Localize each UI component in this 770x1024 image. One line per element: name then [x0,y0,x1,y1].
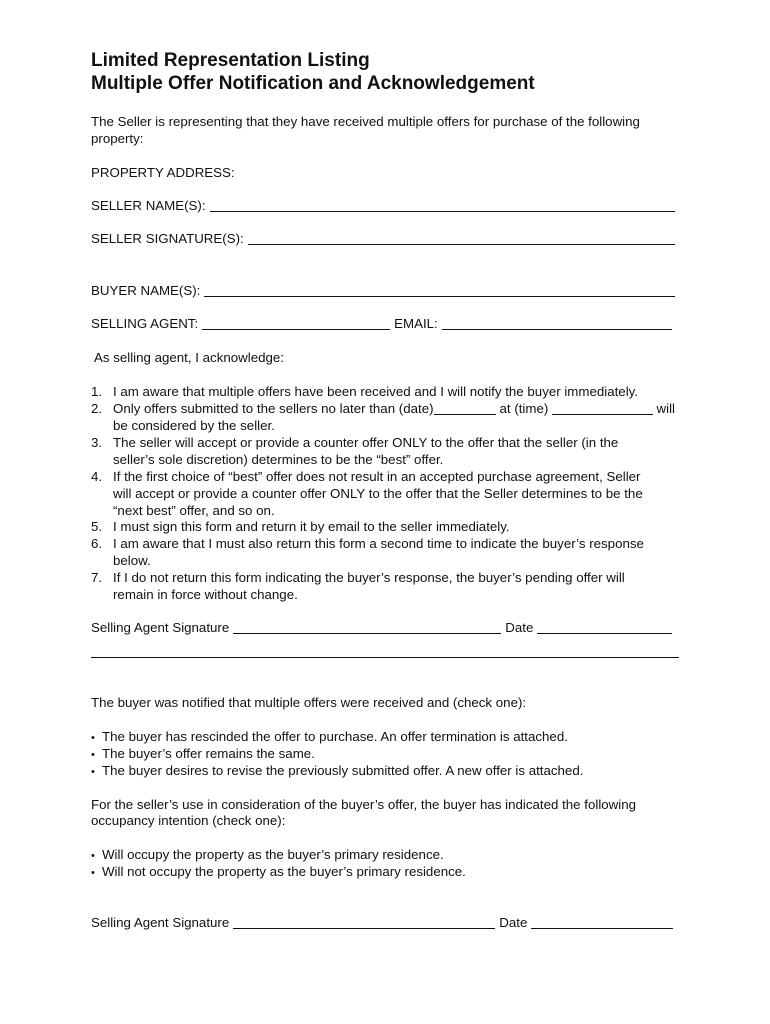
document-title-line1: Limited Representation Listing [91,50,370,71]
occupancy-option-item[interactable] [91,863,466,882]
option-text: Will not occupy the property as the buyer’s primary residence. [102,864,466,879]
buyer-names-label: BUYER NAME(S): [91,283,201,298]
notified-intro: The buyer was notified that multiple offers were received and (check one): [91,695,527,710]
item-text-continued: seller’s sole discretion) determines to be the “best” offer. [113,452,444,467]
email-label: EMAIL: [394,316,438,331]
selling-agent-field[interactable] [202,316,390,330]
item-text: will [656,401,675,416]
seller-signatures-field[interactable] [248,231,675,245]
item-text: I must sign this form and return it by email to the seller immediately. [113,519,510,534]
signature-field[interactable] [233,915,495,929]
date-field[interactable] [537,620,672,634]
seller-signatures-label: SELLER SIGNATURE(S): [91,231,244,246]
seller-names-field[interactable] [210,198,675,212]
seller-names-label: SELLER NAME(S): [91,198,206,213]
bullet-icon: • [91,850,95,862]
date-label: Date [499,915,528,930]
item-number: 5. [91,519,103,534]
selling-agent-signature-row-2 [91,914,677,931]
bullet-icon: • [91,766,95,778]
bullet-icon: • [91,749,95,761]
item-number: 7. [91,570,103,585]
item-text: The seller will accept or provide a counter offer ONLY to the offer that the seller (in the [113,435,619,450]
acknowledge-intro: As selling agent, I acknowledge: [94,350,284,365]
item-number: 1. [91,384,103,399]
item-number: 3. [91,435,103,450]
selling-agent-signature-row-1 [91,619,676,636]
item-text-continued: will accept or provide a counter offer ONLY to the offer that the Seller determines to be the [113,486,643,501]
list-item [91,383,638,400]
email-field[interactable] [442,316,672,330]
property-address-label: PROPERTY ADDRESS: [91,165,235,180]
bullet-icon: • [91,867,95,879]
item-text-continued: be considered by the seller. [113,418,275,433]
section-divider [91,657,679,658]
selling-agent-row [91,315,676,332]
item-text-continued: below. [113,553,151,568]
item-text: Only offers submitted to the sellers no later than (date) [113,401,434,416]
item-text: I am aware that multiple offers have been received and I will notify the buyer immediately. [113,384,638,399]
item-text: I am aware that I must also return this form a second time to indicate the buyer’s response [113,536,644,551]
buyer-names-field[interactable] [204,283,675,297]
signature-field[interactable] [233,620,501,634]
selling-agent-label: SELLING AGENT: [91,316,199,331]
signature-label: Selling Agent Signature [91,620,230,635]
date-field[interactable] [531,915,673,929]
occupancy-intro-line2: occupancy intention (check one): [91,813,286,828]
offer-deadline-time-field[interactable] [552,401,652,415]
offer-deadline-date-field[interactable] [434,401,496,415]
document-title-line2: Multiple Offer Notification and Acknowledgement [91,73,535,94]
item-number: 4. [91,469,103,484]
list-item [91,400,675,417]
item-number: 6. [91,536,103,551]
list-item [91,535,644,552]
occupancy-intro-line1: For the seller’s use in consideration of the buyer’s offer, the buyer has indicated the following [91,797,637,812]
buyer-names-row [91,282,679,299]
buyer-option-item[interactable] [91,762,583,781]
item-text: If I do not return this form indicating the buyer’s response, the buyer’s pending offer will [113,570,625,585]
option-text: The buyer’s offer remains the same. [102,746,315,761]
item-text: If the first choice of “best” offer does not result in an accepted purchase agreement, Seller [113,469,641,484]
option-text: Will occupy the property as the buyer’s primary residence. [102,847,444,862]
option-text: The buyer has rescinded the offer to purchase. An offer termination is attached. [102,729,568,744]
item-text-continued: “next best” offer, and so on. [113,503,275,518]
item-number: 2. [91,401,103,416]
date-label: Date [505,620,534,635]
seller-names-row [91,197,679,214]
bullet-icon: • [91,732,95,744]
intro-text-line1: The Seller is representing that they have received multiple offers for purchase of the following [91,114,640,129]
item-text-continued: remain in force without change. [113,587,298,602]
list-item [91,569,625,586]
seller-signatures-row [91,230,679,247]
item-text: at (time) [499,401,549,416]
signature-label: Selling Agent Signature [91,915,230,930]
intro-text-line2: property: [91,131,144,146]
list-item [91,468,641,485]
list-item [91,518,510,535]
option-text: The buyer desires to revise the previously submitted offer. A new offer is attached. [102,763,584,778]
list-item [91,434,619,451]
